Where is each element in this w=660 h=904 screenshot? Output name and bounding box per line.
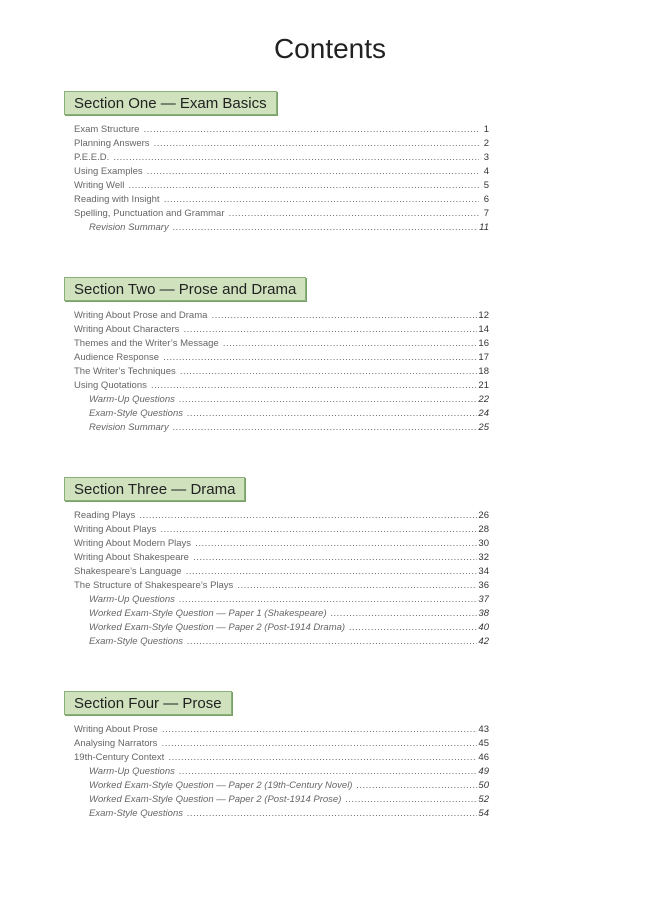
toc-entry xyxy=(74,751,489,765)
dot-leader xyxy=(74,365,479,379)
toc-entry-page: 3 xyxy=(483,152,489,163)
toc-entry xyxy=(74,723,489,737)
toc-entry-page: 54 xyxy=(478,808,489,819)
dot-leader xyxy=(74,207,479,221)
dot-leader xyxy=(74,751,479,765)
toc-entry-label: Worked Exam-Style Question — Paper 2 (Post-1914 Drama) xyxy=(89,622,346,633)
dot-leader xyxy=(74,723,479,737)
toc-entry-label: Writing Well xyxy=(74,180,125,191)
dot-leader xyxy=(74,193,479,207)
toc-entry xyxy=(74,123,489,137)
dot-leader xyxy=(74,151,479,165)
toc-entry xyxy=(74,393,489,407)
toc-entry-label: The Writer’s Techniques xyxy=(74,366,176,377)
toc-entry-page: 49 xyxy=(478,766,489,777)
toc-entry-page: 34 xyxy=(478,566,489,577)
section-one xyxy=(64,91,490,235)
page-title: Contents xyxy=(273,33,387,64)
dot-leader xyxy=(89,421,479,435)
section-heading: Section One — Exam Basics xyxy=(64,91,277,115)
toc-entry xyxy=(74,635,489,649)
toc-entry-page: 7 xyxy=(483,208,489,219)
section-three xyxy=(64,477,490,649)
toc-entry xyxy=(74,579,489,593)
toc-entry xyxy=(74,551,489,565)
toc-entry xyxy=(74,207,489,221)
toc-entry-page: 11 xyxy=(479,222,489,233)
toc-entries xyxy=(64,509,490,649)
toc-entry-page: 43 xyxy=(478,724,489,735)
dot-leader xyxy=(74,579,479,593)
toc-entry-page: 6 xyxy=(483,194,489,205)
dot-leader xyxy=(89,407,479,421)
toc-entry-page: 14 xyxy=(478,324,489,335)
toc-entry-label: Worked Exam-Style Question — Paper 2 (19th-Century Novel) xyxy=(89,780,353,791)
toc-entry xyxy=(74,621,489,635)
dot-leader xyxy=(89,393,479,407)
dot-leader xyxy=(89,765,479,779)
toc-entry-label: P.E.E.D. xyxy=(74,152,110,163)
dot-leader xyxy=(74,165,479,179)
toc-entry xyxy=(74,193,489,207)
toc-entry-label: Writing About Shakespeare xyxy=(74,552,189,563)
toc-entry xyxy=(74,165,489,179)
dot-leader xyxy=(74,509,479,523)
toc-entry-label: 19th-Century Context xyxy=(74,752,165,763)
toc-entries xyxy=(64,309,490,435)
toc-entry-page: 5 xyxy=(483,180,489,191)
dot-leader xyxy=(74,737,479,751)
toc-entry xyxy=(74,179,489,193)
toc-entry-page: 32 xyxy=(478,552,489,563)
dot-leader xyxy=(74,537,479,551)
toc-entry xyxy=(74,151,489,165)
dot-leader xyxy=(89,221,479,235)
toc-entry xyxy=(74,593,489,607)
dot-leader xyxy=(74,551,479,565)
toc-entry-label: Writing About Prose and Drama xyxy=(74,310,208,321)
toc-entry xyxy=(74,565,489,579)
toc-entry-label: Using Examples xyxy=(74,166,143,177)
toc-entry-label: Spelling, Punctuation and Grammar xyxy=(74,208,225,219)
toc-entry xyxy=(74,221,489,235)
section-four xyxy=(64,691,490,821)
toc-entry-page: 2 xyxy=(483,138,489,149)
toc-entry-page: 50 xyxy=(478,780,489,791)
toc-entry xyxy=(74,365,489,379)
toc-entry-label: Worked Exam-Style Question — Paper 1 (Shakespeare) xyxy=(89,608,327,619)
section-heading: Section Two — Prose and Drama xyxy=(64,277,306,301)
toc-entry-label: Writing About Plays xyxy=(74,524,157,535)
section-heading: Section Four — Prose xyxy=(64,691,232,715)
toc-entry-label: Themes and the Writer’s Message xyxy=(74,338,219,349)
dot-leader xyxy=(74,337,479,351)
toc-entry-page: 12 xyxy=(478,310,489,321)
toc-entry-label: Exam-Style Questions xyxy=(89,408,183,419)
toc-entry xyxy=(74,137,489,151)
toc-entry-page: 24 xyxy=(478,408,489,419)
dot-leader xyxy=(74,351,479,365)
toc-entry-page: 36 xyxy=(478,580,489,591)
toc-entry xyxy=(74,421,489,435)
toc-entry-page: 4 xyxy=(483,166,489,177)
toc-entry xyxy=(74,523,489,537)
toc-entry xyxy=(74,509,489,523)
toc-entry xyxy=(74,765,489,779)
toc-entry-page: 38 xyxy=(478,608,489,619)
toc-entry-label: Exam-Style Questions xyxy=(89,636,183,647)
dot-leader xyxy=(74,565,479,579)
toc-entry-page: 21 xyxy=(478,380,489,391)
toc-entry-page: 37 xyxy=(478,594,489,605)
toc-entry-label: Exam Structure xyxy=(74,124,140,135)
toc-entry xyxy=(74,309,489,323)
section-two xyxy=(64,277,490,435)
toc-entry-label: Writing About Characters xyxy=(74,324,180,335)
toc-entry xyxy=(74,793,489,807)
toc-entry-label: The Structure of Shakespeare’s Plays xyxy=(74,580,234,591)
toc-entry-label: Audience Response xyxy=(74,352,160,363)
toc-entry-label: Reading with Insight xyxy=(74,194,160,205)
toc-entry-page: 52 xyxy=(478,794,489,805)
toc-entry-label: Revision Summary xyxy=(89,422,169,433)
toc-entry xyxy=(74,337,489,351)
toc-entry-label: Shakespeare’s Language xyxy=(74,566,182,577)
dot-leader xyxy=(74,123,479,137)
dot-leader xyxy=(89,607,479,621)
toc-entry-page: 28 xyxy=(478,524,489,535)
toc-entry-label: Reading Plays xyxy=(74,510,136,521)
toc-entry xyxy=(74,323,489,337)
toc-entry-label: Writing About Prose xyxy=(74,724,158,735)
toc-entry-page: 45 xyxy=(478,738,489,749)
toc-entry xyxy=(74,351,489,365)
toc-entry-page: 1 xyxy=(483,124,489,135)
toc-entry-page: 40 xyxy=(478,622,489,633)
toc-entry-page: 17 xyxy=(478,352,489,363)
section-heading: Section Three — Drama xyxy=(64,477,245,501)
dot-leader xyxy=(74,179,479,193)
toc-entry-page: 18 xyxy=(478,366,489,377)
toc-entry-label: Revision Summary xyxy=(89,222,169,233)
toc-entry-page: 22 xyxy=(478,394,489,405)
dot-leader xyxy=(74,137,479,151)
toc-entry-page: 25 xyxy=(478,422,489,433)
toc-entry-label: Warm-Up Questions xyxy=(89,394,175,405)
dot-leader xyxy=(89,621,479,635)
toc-entries xyxy=(64,123,490,235)
dot-leader xyxy=(89,593,479,607)
toc-entries xyxy=(64,723,490,821)
toc-entry-label: Exam-Style Questions xyxy=(89,808,183,819)
toc-entry xyxy=(74,737,489,751)
toc-entry xyxy=(74,807,489,821)
dot-leader xyxy=(89,635,479,649)
dot-leader xyxy=(89,807,479,821)
dot-leader xyxy=(74,323,479,337)
toc-entry-label: Warm-Up Questions xyxy=(89,766,175,777)
toc-entry-page: 16 xyxy=(478,338,489,349)
toc-entry xyxy=(74,607,489,621)
dot-leader xyxy=(89,793,479,807)
toc-entry xyxy=(74,407,489,421)
toc-entry-page: 42 xyxy=(478,636,489,647)
toc-entry xyxy=(74,537,489,551)
toc-entry-label: Writing About Modern Plays xyxy=(74,538,192,549)
toc-entry-label: Using Quotations xyxy=(74,380,147,391)
dot-leader xyxy=(74,379,479,393)
toc-entry xyxy=(74,779,489,793)
toc-entry-label: Analysing Narrators xyxy=(74,738,158,749)
toc-entry-page: 30 xyxy=(478,538,489,549)
toc-entry-label: Planning Answers xyxy=(74,138,150,149)
toc-entry-page: 26 xyxy=(478,510,489,521)
toc-entry xyxy=(74,379,489,393)
dot-leader xyxy=(74,309,479,323)
toc-entry-label: Worked Exam-Style Question — Paper 2 (Post-1914 Prose) xyxy=(89,794,342,805)
dot-leader xyxy=(89,779,479,793)
dot-leader xyxy=(74,523,479,537)
toc-entry-label: Warm-Up Questions xyxy=(89,594,175,605)
toc-entry-page: 46 xyxy=(478,752,489,763)
